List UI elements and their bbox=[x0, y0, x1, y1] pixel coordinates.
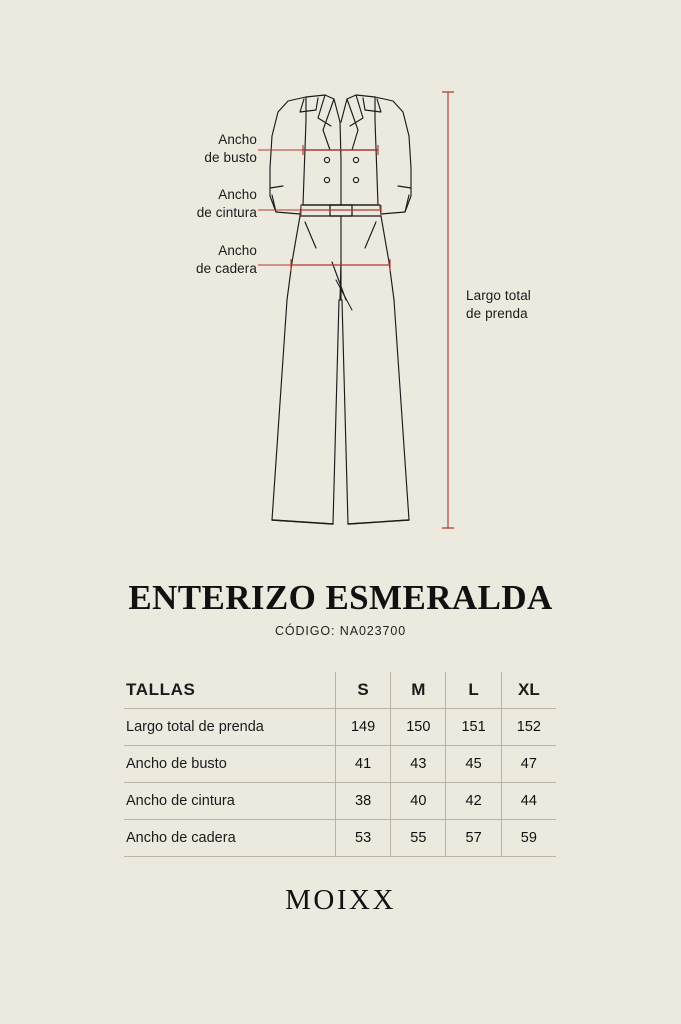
cell-largo-total-xl: 152 bbox=[501, 709, 556, 746]
cell-largo-total-m: 150 bbox=[391, 709, 446, 746]
header-size-m: M bbox=[391, 672, 446, 709]
label-bust-line2: de busto bbox=[204, 150, 257, 166]
label-largo-total-de-prenda bbox=[466, 287, 606, 323]
label-waist-line1: Ancho bbox=[218, 187, 257, 202]
row-label-ancho-cadera: Ancho de cadera bbox=[124, 820, 335, 857]
cell-ancho-cintura-xl: 44 bbox=[501, 783, 556, 820]
table-row bbox=[124, 820, 556, 857]
label-bust-line1: Ancho bbox=[218, 132, 257, 147]
row-label-ancho-cintura: Ancho de cintura bbox=[124, 783, 335, 820]
cell-ancho-cintura-s: 38 bbox=[335, 783, 390, 820]
cell-ancho-cadera-l: 57 bbox=[446, 820, 501, 857]
cell-ancho-busto-m: 43 bbox=[391, 746, 446, 783]
label-ancho-de-cadera bbox=[107, 242, 257, 278]
label-length-line2: de prenda bbox=[466, 306, 528, 322]
cell-largo-total-s: 149 bbox=[335, 709, 390, 746]
size-table bbox=[124, 672, 556, 857]
cell-largo-total-l: 151 bbox=[446, 709, 501, 746]
cell-ancho-busto-l: 45 bbox=[446, 746, 501, 783]
label-length-line1: Largo total bbox=[466, 288, 531, 303]
row-label-largo-total: Largo total de prenda bbox=[124, 709, 335, 746]
cell-ancho-cadera-xl: 59 bbox=[501, 820, 556, 857]
label-waist-line2: de cintura bbox=[196, 205, 257, 221]
cell-ancho-cintura-l: 42 bbox=[446, 783, 501, 820]
header-size-s: S bbox=[335, 672, 390, 709]
cell-ancho-cintura-m: 40 bbox=[391, 783, 446, 820]
table-row bbox=[124, 783, 556, 820]
page-title: ENTERIZO ESMERALDA bbox=[128, 578, 553, 617]
label-hip-line2: de cadera bbox=[196, 261, 257, 277]
table-header-row bbox=[124, 672, 556, 709]
cell-ancho-busto-xl: 47 bbox=[501, 746, 556, 783]
header-tallas: TALLAS bbox=[124, 672, 335, 709]
cell-ancho-cadera-s: 53 bbox=[335, 820, 390, 857]
brand-logo: MOIXX bbox=[285, 884, 396, 916]
row-label-ancho-busto: Ancho de busto bbox=[124, 746, 335, 783]
title-block bbox=[0, 578, 681, 638]
cell-ancho-cadera-m: 55 bbox=[391, 820, 446, 857]
table-row bbox=[124, 746, 556, 783]
cell-ancho-busto-s: 41 bbox=[335, 746, 390, 783]
label-ancho-de-cintura bbox=[107, 186, 257, 222]
header-size-xl: XL bbox=[501, 672, 556, 709]
size-table-wrapper bbox=[124, 672, 556, 857]
header-size-l: L bbox=[446, 672, 501, 709]
label-hip-line1: Ancho bbox=[218, 243, 257, 258]
table-row bbox=[124, 709, 556, 746]
product-code: CÓDIGO: NA023700 bbox=[274, 624, 407, 638]
label-ancho-de-busto bbox=[107, 131, 257, 167]
